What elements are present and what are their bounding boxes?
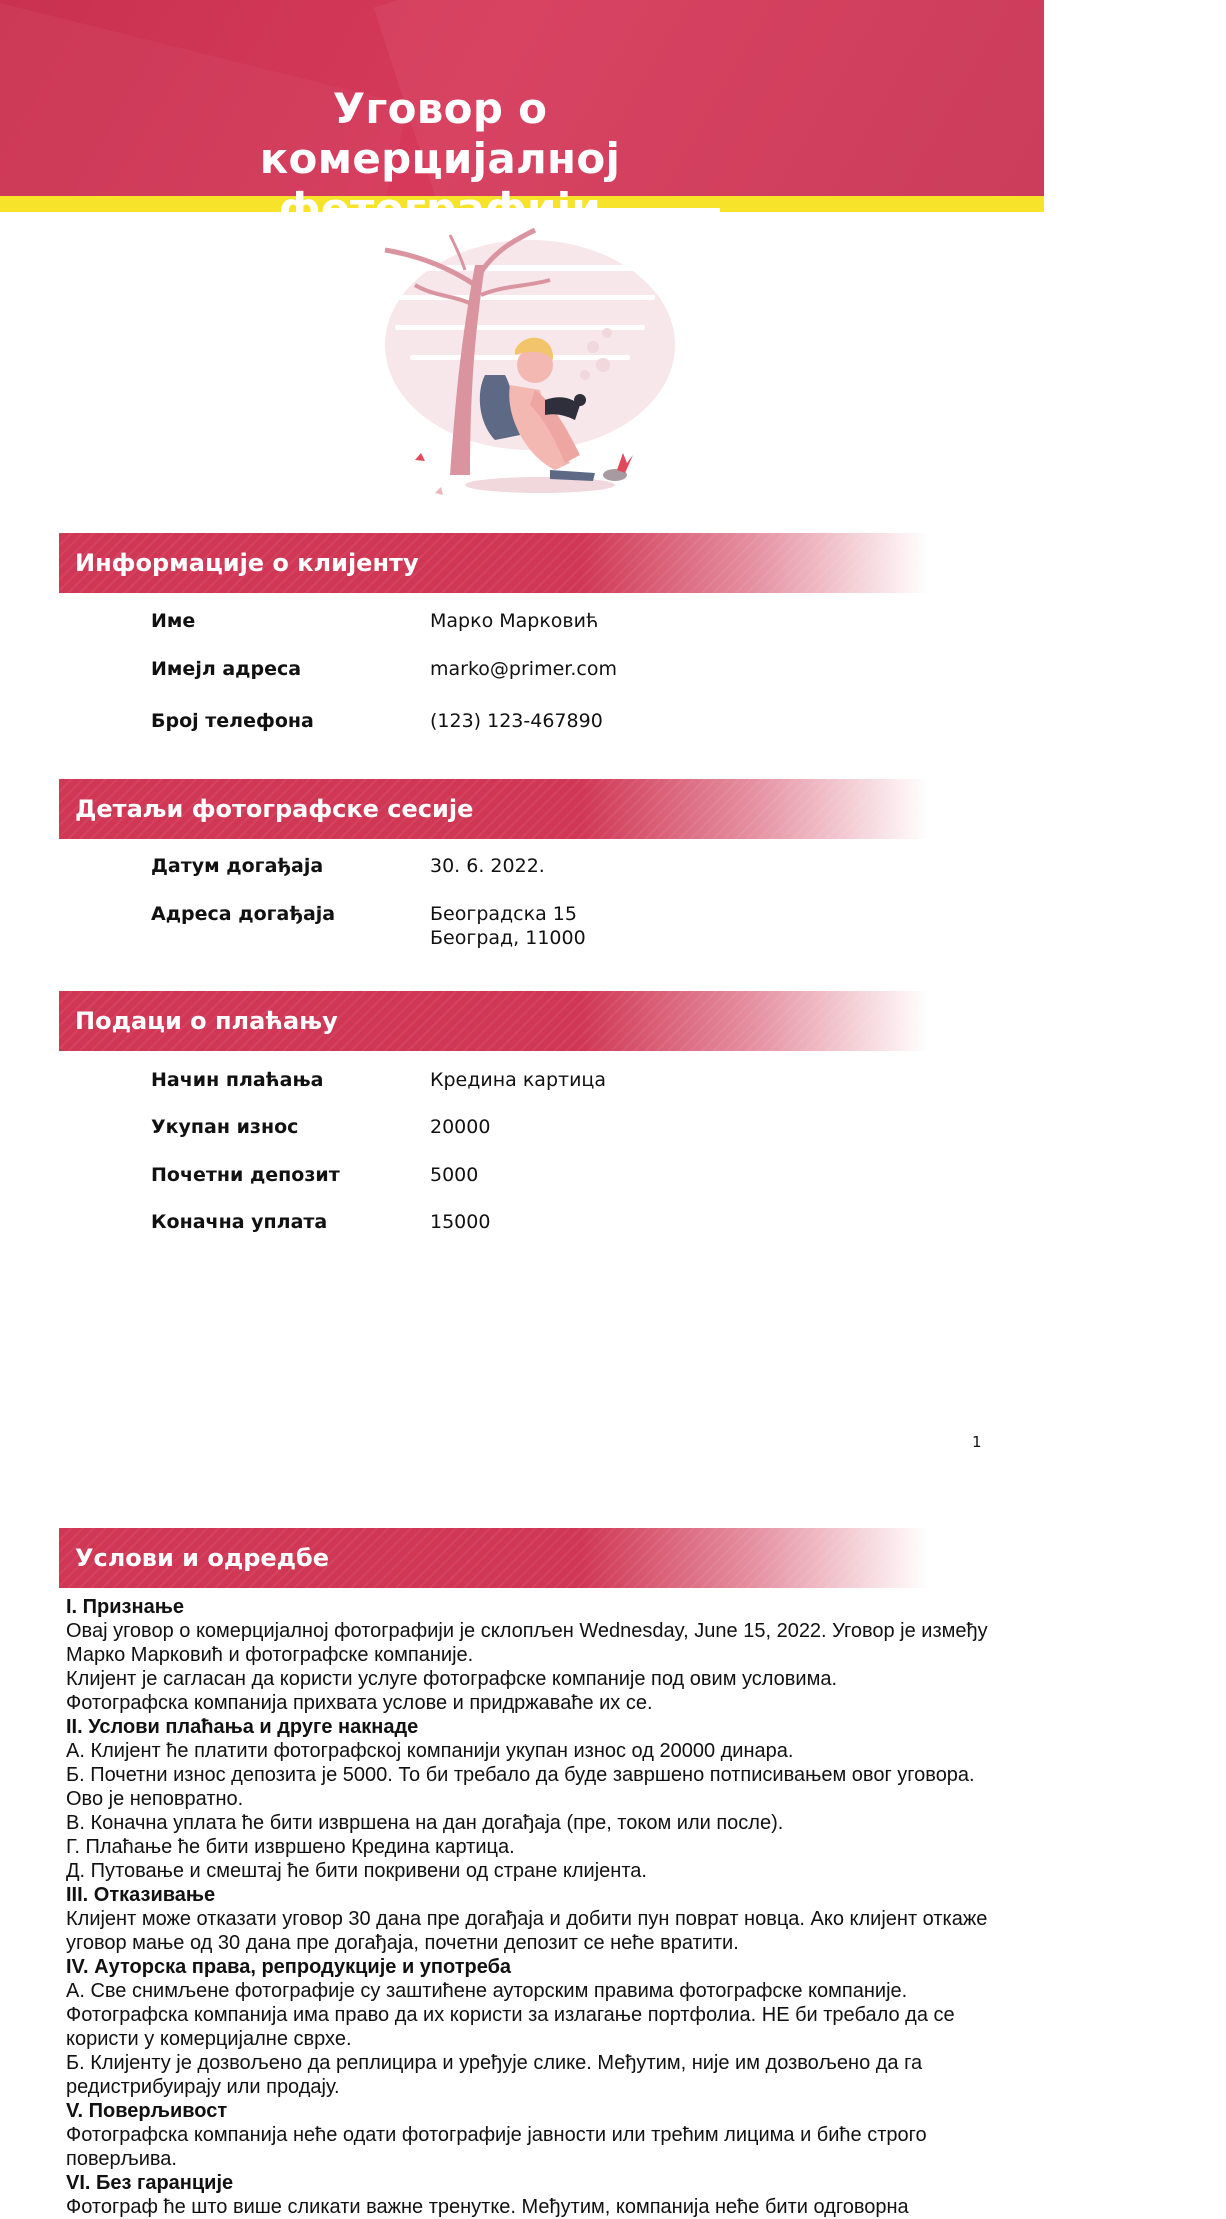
header-banner bbox=[0, 0, 1044, 233]
terms-heading: IV. Ауторска права, репродукције и употреба bbox=[66, 1956, 512, 1978]
terms-heading: VI. Без гаранције bbox=[66, 2172, 234, 2194]
field-value: Кредина картица bbox=[430, 1069, 607, 1091]
terms-body bbox=[66, 1595, 996, 2219]
field-value: marko@primer.com bbox=[430, 658, 617, 680]
terms-paragraph: А. Све снимљене фотографије су заштићене ауторским правима фотографске компаније. Фотографска компанија има право да их користи за излагање портфолиа. НЕ би требало да се користи у комерцијалне сврхе. bbox=[66, 1980, 955, 2050]
field-value: 5000 bbox=[430, 1164, 479, 1186]
terms-heading: III. Отказивање bbox=[66, 1884, 216, 1906]
terms-paragraph: Б. Почетни износ депозита је 5000. То би требало да буде завршено потписивањем овог уговора. Ово је неповратно. bbox=[66, 1764, 975, 1810]
terms-paragraph: В. Коначна уплата ће бити извршена на дан догађаја (пре, током или после). bbox=[66, 1812, 784, 1834]
payment-section-title: Подаци о плаћању bbox=[75, 1007, 338, 1035]
terms-paragraph: Фотографска компанија неће одати фотографије јавности или трећим лицима и биће строго поверљива. bbox=[66, 2124, 927, 2170]
field-label: Коначна уплата bbox=[151, 1211, 328, 1233]
field-label: Почетни депозит bbox=[151, 1164, 340, 1186]
client-section-title: Информације о клијенту bbox=[75, 549, 419, 577]
page-number: 1 bbox=[972, 1433, 982, 1451]
document-title: Уговор о комерцијалној фотографији bbox=[259, 84, 621, 233]
terms-section-header bbox=[59, 1528, 929, 1588]
payment-section-header bbox=[59, 991, 929, 1051]
field-value: 20000 bbox=[430, 1116, 491, 1138]
terms-paragraph: Фотограф ће што више сликати важне тренутке. Међутим, компанија неће бити одговорна bbox=[66, 2196, 909, 2218]
field-label: Адреса догађаја bbox=[151, 903, 336, 925]
terms-paragraph: Д. Путовање и смештај ће бити покривени од стране клијента. bbox=[66, 1860, 647, 1882]
field-value: (123) 123-467890 bbox=[430, 710, 603, 732]
field-label: Датум догађаја bbox=[151, 855, 324, 877]
person-under-tree-illustration bbox=[355, 225, 685, 505]
field-label: Укупан износ bbox=[151, 1116, 299, 1138]
client-section-header bbox=[59, 533, 929, 593]
terms-section-title: Услови и одредбе bbox=[75, 1544, 330, 1572]
terms-heading: V. Поверљивост bbox=[66, 2100, 228, 2122]
terms-paragraph: Г. Плаћање ће бити извршено Кредина картица. bbox=[66, 1836, 515, 1858]
field-value: Марко Марковић bbox=[430, 610, 599, 632]
field-label: Имејл адреса bbox=[151, 658, 302, 680]
field-value: Београдска 15 Београд, 11000 bbox=[430, 903, 586, 949]
field-label: Име bbox=[151, 610, 196, 632]
terms-paragraph: Б. Клијенту је дозвољено да реплицира и уређује слике. Међутим, није им дозвољено да га редистрибуирају или продају. bbox=[66, 2052, 923, 2098]
terms-paragraph: Овај уговор о комерцијалној фотографији је склопљен Wednesday, June 15, 2022. Уговор је између Марко Марковић и фотографске компаније. bbox=[66, 1620, 988, 1666]
field-label: Начин плаћања bbox=[151, 1069, 324, 1091]
terms-paragraph: А. Клијент ће платити фотографској компанији укупан износ од 20000 динара. bbox=[66, 1740, 794, 1762]
terms-paragraph: Клијент може отказати уговор 30 дана пре догађаја и добити пун поврат новца. Ако клијент откаже уговор мање од 30 дана пре догађаја, почетни депозит се неће вратити. bbox=[66, 1908, 988, 1954]
field-value: 15000 bbox=[430, 1211, 491, 1233]
session-section-title: Детаљи фотографске сесије bbox=[75, 795, 474, 823]
session-section-header bbox=[59, 779, 929, 839]
terms-heading: II. Услови плаћања и друге накнаде bbox=[66, 1716, 419, 1738]
field-label: Број телефона bbox=[151, 710, 314, 732]
terms-paragraph: Клијент је сагласан да користи услуге фотографске компаније под овим условима. bbox=[66, 1668, 838, 1690]
terms-paragraph: Фотографска компанија прихвата услове и придржаваће их се. bbox=[66, 1692, 653, 1714]
field-value: 30. 6. 2022. bbox=[430, 855, 545, 877]
terms-heading: I. Признање bbox=[66, 1596, 184, 1618]
